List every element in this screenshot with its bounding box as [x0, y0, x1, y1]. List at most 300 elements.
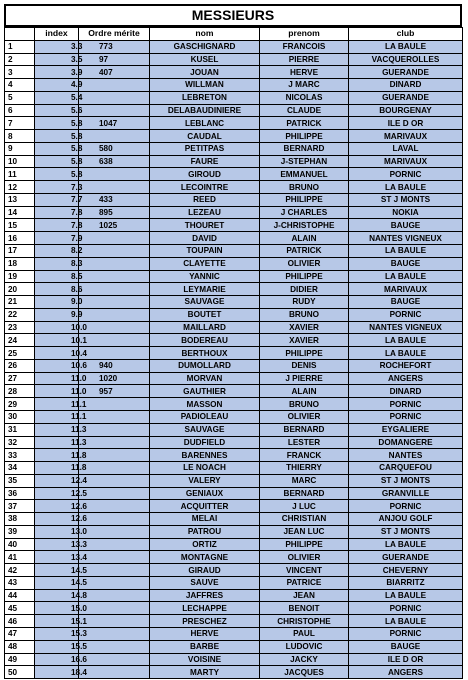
prenom-cell: BERNARD: [260, 142, 349, 155]
prenom-cell: JACQUES: [260, 666, 349, 679]
club-cell: PORNIC: [349, 398, 463, 411]
row-number-cell: 11: [5, 168, 35, 181]
club-cell: PORNIC: [349, 500, 463, 513]
club-cell: ST J MONTS: [349, 193, 463, 206]
index-cell: 8.3: [35, 257, 79, 270]
row-number-cell: 5: [5, 91, 35, 104]
ordre-merite-cell: [79, 168, 150, 181]
table-row: [5, 193, 463, 206]
index-cell: 13.3: [35, 538, 79, 551]
prenom-cell: EMMANUEL: [260, 168, 349, 181]
ordre-merite-cell: [79, 462, 150, 475]
table-row: [5, 564, 463, 577]
prenom-cell: PATRICE: [260, 576, 349, 589]
club-cell: BAUGE: [349, 219, 463, 232]
nom-cell: CAUDAL: [150, 130, 260, 143]
row-number-cell: 32: [5, 436, 35, 449]
ordre-merite-cell: [79, 347, 150, 360]
row-number-cell: 45: [5, 602, 35, 615]
prenom-cell: JEAN LUC: [260, 525, 349, 538]
row-number-cell: 17: [5, 245, 35, 258]
index-cell: 11.1: [35, 410, 79, 423]
prenom-cell: THIERRY: [260, 462, 349, 475]
column-header-index: index: [35, 28, 79, 41]
club-cell: DINARD: [349, 79, 463, 92]
nom-cell: MORVAN: [150, 372, 260, 385]
club-cell: ANJOU GOLF: [349, 513, 463, 526]
club-cell: EYGALIERE: [349, 423, 463, 436]
column-header-number: [5, 28, 35, 41]
row-number-cell: 25: [5, 347, 35, 360]
table-row: [5, 627, 463, 640]
index-cell: 7.7: [35, 193, 79, 206]
row-number-cell: 36: [5, 487, 35, 500]
prenom-cell: ALAIN: [260, 232, 349, 245]
club-cell: LAVAL: [349, 142, 463, 155]
nom-cell: ORTIZ: [150, 538, 260, 551]
row-number-cell: 9: [5, 142, 35, 155]
ordre-merite-cell: [79, 410, 150, 423]
prenom-cell: MARC: [260, 474, 349, 487]
club-cell: BOURGENAY: [349, 104, 463, 117]
index-cell: 14.8: [35, 589, 79, 602]
ordre-merite-cell: [79, 79, 150, 92]
club-cell: BAUGE: [349, 296, 463, 309]
prenom-cell: BENOIT: [260, 602, 349, 615]
club-cell: GUERANDE: [349, 91, 463, 104]
club-cell: ROCHEFORT: [349, 359, 463, 372]
row-number-cell: 23: [5, 321, 35, 334]
club-cell: GUERANDE: [349, 551, 463, 564]
nom-cell: THOURET: [150, 219, 260, 232]
index-cell: 11.8: [35, 449, 79, 462]
table-row: [5, 525, 463, 538]
index-cell: 13.4: [35, 551, 79, 564]
table-row: [5, 372, 463, 385]
club-cell: DINARD: [349, 385, 463, 398]
nom-cell: FAURE: [150, 155, 260, 168]
table-row: [5, 257, 463, 270]
row-number-cell: 50: [5, 666, 35, 679]
club-cell: CARQUEFOU: [349, 462, 463, 475]
prenom-cell: VINCENT: [260, 564, 349, 577]
row-number-cell: 6: [5, 104, 35, 117]
row-number-cell: 7: [5, 117, 35, 130]
ordre-merite-cell: [79, 245, 150, 258]
club-cell: GUERANDE: [349, 66, 463, 79]
ordre-merite-cell: 1020: [79, 372, 150, 385]
index-cell: 9.0: [35, 296, 79, 309]
club-cell: VACQUEROLLES: [349, 53, 463, 66]
prenom-cell: ALAIN: [260, 385, 349, 398]
prenom-cell: PAUL: [260, 627, 349, 640]
club-cell: MARIVAUX: [349, 283, 463, 296]
prenom-cell: BERNARD: [260, 487, 349, 500]
table-row: [5, 589, 463, 602]
table-row: [5, 449, 463, 462]
column-header-nom: nom: [150, 28, 260, 41]
table-row: [5, 602, 463, 615]
club-cell: CHEVERNY: [349, 564, 463, 577]
nom-cell: REED: [150, 193, 260, 206]
ordre-merite-cell: [79, 270, 150, 283]
table-row: [5, 436, 463, 449]
column-header-prenom: prenom: [260, 28, 349, 41]
nom-cell: DELABAUDINIERE: [150, 104, 260, 117]
club-cell: ANGERS: [349, 666, 463, 679]
prenom-cell: XAVIER: [260, 321, 349, 334]
table-row: [5, 232, 463, 245]
nom-cell: LEBLANC: [150, 117, 260, 130]
prenom-cell: BERNARD: [260, 423, 349, 436]
index-cell: 5.4: [35, 91, 79, 104]
index-cell: 11.0: [35, 385, 79, 398]
nom-cell: GENIAUX: [150, 487, 260, 500]
index-cell: 12.5: [35, 487, 79, 500]
prenom-cell: CLAUDE: [260, 104, 349, 117]
club-cell: LA BAULE: [349, 347, 463, 360]
ordre-merite-cell: 580: [79, 142, 150, 155]
prenom-cell: PHILIPPE: [260, 130, 349, 143]
prenom-cell: FRANCK: [260, 449, 349, 462]
nom-cell: TOUPAIN: [150, 245, 260, 258]
index-cell: 12.6: [35, 500, 79, 513]
nom-cell: SAUVAGE: [150, 423, 260, 436]
nom-cell: DUMOLLARD: [150, 359, 260, 372]
club-cell: LA BAULE: [349, 334, 463, 347]
index-cell: 5.8: [35, 130, 79, 143]
row-number-cell: 35: [5, 474, 35, 487]
table-row: [5, 245, 463, 258]
index-cell: 5.8: [35, 117, 79, 130]
club-cell: ST J MONTS: [349, 474, 463, 487]
nom-cell: WILLMAN: [150, 79, 260, 92]
row-number-cell: 34: [5, 462, 35, 475]
table-row: [5, 398, 463, 411]
nom-cell: MARTY: [150, 666, 260, 679]
club-cell: LA BAULE: [349, 538, 463, 551]
table-row: [5, 206, 463, 219]
index-cell: 7.9: [35, 232, 79, 245]
ordre-merite-cell: [79, 576, 150, 589]
nom-cell: BERTHOUX: [150, 347, 260, 360]
prenom-cell: J LUC: [260, 500, 349, 513]
club-cell: LA BAULE: [349, 40, 463, 53]
row-number-cell: 43: [5, 576, 35, 589]
club-cell: ILE D OR: [349, 653, 463, 666]
nom-cell: LE NOACH: [150, 462, 260, 475]
club-cell: BAUGE: [349, 640, 463, 653]
index-cell: 14.5: [35, 576, 79, 589]
ordre-merite-cell: [79, 602, 150, 615]
index-cell: 10.6: [35, 359, 79, 372]
nom-cell: JAFFRES: [150, 589, 260, 602]
nom-cell: PATROU: [150, 525, 260, 538]
ordre-merite-cell: [79, 551, 150, 564]
prenom-cell: DENIS: [260, 359, 349, 372]
ordre-merite-cell: [79, 500, 150, 513]
table-row: [5, 117, 463, 130]
table-row: [5, 53, 463, 66]
ordre-merite-cell: [79, 525, 150, 538]
nom-cell: HERVE: [150, 627, 260, 640]
ordre-merite-cell: [79, 589, 150, 602]
club-cell: LA BAULE: [349, 181, 463, 194]
index-cell: 8.5: [35, 270, 79, 283]
nom-cell: PADIOLEAU: [150, 410, 260, 423]
players-table: [4, 27, 463, 679]
header-row: [5, 28, 463, 41]
nom-cell: LEBRETON: [150, 91, 260, 104]
row-number-cell: 2: [5, 53, 35, 66]
prenom-cell: J-CHRISTOPHE: [260, 219, 349, 232]
table-row: [5, 181, 463, 194]
club-cell: LA BAULE: [349, 270, 463, 283]
index-cell: 8.2: [35, 245, 79, 258]
club-cell: PORNIC: [349, 410, 463, 423]
club-cell: BAUGE: [349, 257, 463, 270]
row-number-cell: 30: [5, 410, 35, 423]
row-number-cell: 19: [5, 270, 35, 283]
ordre-merite-cell: [79, 296, 150, 309]
results-sheet: [4, 4, 462, 679]
club-cell: MARIVAUX: [349, 130, 463, 143]
prenom-cell: JACKY: [260, 653, 349, 666]
table-row: [5, 653, 463, 666]
row-number-cell: 28: [5, 385, 35, 398]
prenom-cell: RUDY: [260, 296, 349, 309]
ordre-merite-cell: [79, 474, 150, 487]
ordre-merite-cell: 895: [79, 206, 150, 219]
nom-cell: DAVID: [150, 232, 260, 245]
row-number-cell: 26: [5, 359, 35, 372]
prenom-cell: LESTER: [260, 436, 349, 449]
index-cell: 12.6: [35, 513, 79, 526]
row-number-cell: 14: [5, 206, 35, 219]
table-row: [5, 615, 463, 628]
table-row: [5, 66, 463, 79]
nom-cell: BODEREAU: [150, 334, 260, 347]
table-row: [5, 308, 463, 321]
club-cell: MARIVAUX: [349, 155, 463, 168]
prenom-cell: JEAN: [260, 589, 349, 602]
row-number-cell: 48: [5, 640, 35, 653]
nom-cell: LEZEAU: [150, 206, 260, 219]
nom-cell: SAUVE: [150, 576, 260, 589]
row-number-cell: 15: [5, 219, 35, 232]
ordre-merite-cell: [79, 232, 150, 245]
row-number-cell: 16: [5, 232, 35, 245]
nom-cell: VALERY: [150, 474, 260, 487]
ordre-merite-cell: 1047: [79, 117, 150, 130]
prenom-cell: XAVIER: [260, 334, 349, 347]
index-cell: 15.0: [35, 602, 79, 615]
index-cell: 10.4: [35, 347, 79, 360]
table-row: [5, 359, 463, 372]
index-cell: 10.1: [35, 334, 79, 347]
club-cell: BIARRITZ: [349, 576, 463, 589]
prenom-cell: DIDIER: [260, 283, 349, 296]
index-cell: 11.8: [35, 462, 79, 475]
index-cell: 16.6: [35, 653, 79, 666]
nom-cell: GIRAUD: [150, 564, 260, 577]
row-number-cell: 49: [5, 653, 35, 666]
table-row: [5, 104, 463, 117]
nom-cell: SAUVAGE: [150, 296, 260, 309]
ordre-merite-cell: 97: [79, 53, 150, 66]
ordre-merite-cell: [79, 423, 150, 436]
prenom-cell: PHILIPPE: [260, 270, 349, 283]
nom-cell: DUDFIELD: [150, 436, 260, 449]
index-cell: 3.3: [35, 40, 79, 53]
club-cell: LA BAULE: [349, 589, 463, 602]
row-number-cell: 20: [5, 283, 35, 296]
index-cell: 3.9: [35, 66, 79, 79]
nom-cell: GAUTHIER: [150, 385, 260, 398]
row-number-cell: 21: [5, 296, 35, 309]
table-body: [5, 40, 463, 678]
prenom-cell: BRUNO: [260, 308, 349, 321]
prenom-cell: CHRISTOPHE: [260, 615, 349, 628]
club-cell: ANGERS: [349, 372, 463, 385]
prenom-cell: OLIVIER: [260, 410, 349, 423]
ordre-merite-cell: [79, 564, 150, 577]
nom-cell: PETITPAS: [150, 142, 260, 155]
nom-cell: CLAYETTE: [150, 257, 260, 270]
index-cell: 13.0: [35, 525, 79, 538]
ordre-merite-cell: [79, 436, 150, 449]
index-cell: 5.8: [35, 155, 79, 168]
row-number-cell: 33: [5, 449, 35, 462]
nom-cell: MONTAGNE: [150, 551, 260, 564]
row-number-cell: 1: [5, 40, 35, 53]
ordre-merite-cell: [79, 627, 150, 640]
row-number-cell: 37: [5, 500, 35, 513]
index-cell: 14.5: [35, 564, 79, 577]
ordre-merite-cell: [79, 257, 150, 270]
sheet-title: MESSIEURS: [4, 4, 462, 27]
club-cell: PORNIC: [349, 168, 463, 181]
index-cell: 15.3: [35, 627, 79, 640]
club-cell: LA BAULE: [349, 245, 463, 258]
index-cell: 9.9: [35, 308, 79, 321]
club-cell: LA BAULE: [349, 615, 463, 628]
nom-cell: LECOINTRE: [150, 181, 260, 194]
row-number-cell: 31: [5, 423, 35, 436]
ordre-merite-cell: [79, 615, 150, 628]
table-row: [5, 347, 463, 360]
prenom-cell: HERVE: [260, 66, 349, 79]
ordre-merite-cell: [79, 283, 150, 296]
index-cell: 11.0: [35, 372, 79, 385]
ordre-merite-cell: [79, 449, 150, 462]
row-number-cell: 29: [5, 398, 35, 411]
row-number-cell: 3: [5, 66, 35, 79]
table-row: [5, 640, 463, 653]
prenom-cell: PIERRE: [260, 53, 349, 66]
prenom-cell: BRUNO: [260, 181, 349, 194]
ordre-merite-cell: [79, 398, 150, 411]
index-cell: 11.3: [35, 423, 79, 436]
index-cell: 7.8: [35, 219, 79, 232]
nom-cell: MASSON: [150, 398, 260, 411]
table-row: [5, 500, 463, 513]
table-row: [5, 283, 463, 296]
index-cell: 11.1: [35, 398, 79, 411]
ordre-merite-cell: [79, 513, 150, 526]
nom-cell: BARBE: [150, 640, 260, 653]
ordre-merite-cell: [79, 640, 150, 653]
table-row: [5, 79, 463, 92]
row-number-cell: 24: [5, 334, 35, 347]
index-cell: 7.8: [35, 206, 79, 219]
prenom-cell: J MARC: [260, 79, 349, 92]
prenom-cell: OLIVIER: [260, 551, 349, 564]
table-row: [5, 474, 463, 487]
table-row: [5, 334, 463, 347]
nom-cell: LEYMARIE: [150, 283, 260, 296]
prenom-cell: PHILIPPE: [260, 193, 349, 206]
table-row: [5, 142, 463, 155]
prenom-cell: PHILIPPE: [260, 347, 349, 360]
row-number-cell: 38: [5, 513, 35, 526]
club-cell: ST J MONTS: [349, 525, 463, 538]
club-cell: ILE D OR: [349, 117, 463, 130]
ordre-merite-cell: [79, 308, 150, 321]
row-number-cell: 22: [5, 308, 35, 321]
nom-cell: BOUTET: [150, 308, 260, 321]
index-cell: 10.0: [35, 321, 79, 334]
index-cell: 15.1: [35, 615, 79, 628]
row-number-cell: 42: [5, 564, 35, 577]
nom-cell: KUSEL: [150, 53, 260, 66]
ordre-merite-cell: [79, 653, 150, 666]
index-cell: 18.4: [35, 666, 79, 679]
ordre-merite-cell: [79, 181, 150, 194]
index-cell: 5.8: [35, 168, 79, 181]
prenom-cell: CHRISTIAN: [260, 513, 349, 526]
nom-cell: GASCHIGNARD: [150, 40, 260, 53]
ordre-merite-cell: [79, 104, 150, 117]
table-row: [5, 462, 463, 475]
nom-cell: PRESCHEZ: [150, 615, 260, 628]
club-cell: PORNIC: [349, 308, 463, 321]
table-row: [5, 410, 463, 423]
index-cell: 12.4: [35, 474, 79, 487]
table-row: [5, 666, 463, 679]
ordre-merite-cell: 940: [79, 359, 150, 372]
club-cell: NANTES: [349, 449, 463, 462]
ordre-merite-cell: [79, 538, 150, 551]
club-cell: DOMANGERE: [349, 436, 463, 449]
prenom-cell: BRUNO: [260, 398, 349, 411]
row-number-cell: 44: [5, 589, 35, 602]
index-cell: 15.5: [35, 640, 79, 653]
index-cell: 5.6: [35, 104, 79, 117]
club-cell: NOKIA: [349, 206, 463, 219]
row-number-cell: 41: [5, 551, 35, 564]
table-row: [5, 270, 463, 283]
prenom-cell: J-STEPHAN: [260, 155, 349, 168]
table-row: [5, 423, 463, 436]
table-row: [5, 513, 463, 526]
row-number-cell: 40: [5, 538, 35, 551]
table-row: [5, 296, 463, 309]
ordre-merite-cell: 433: [79, 193, 150, 206]
table-row: [5, 551, 463, 564]
prenom-cell: FRANCOIS: [260, 40, 349, 53]
nom-cell: YANNIC: [150, 270, 260, 283]
